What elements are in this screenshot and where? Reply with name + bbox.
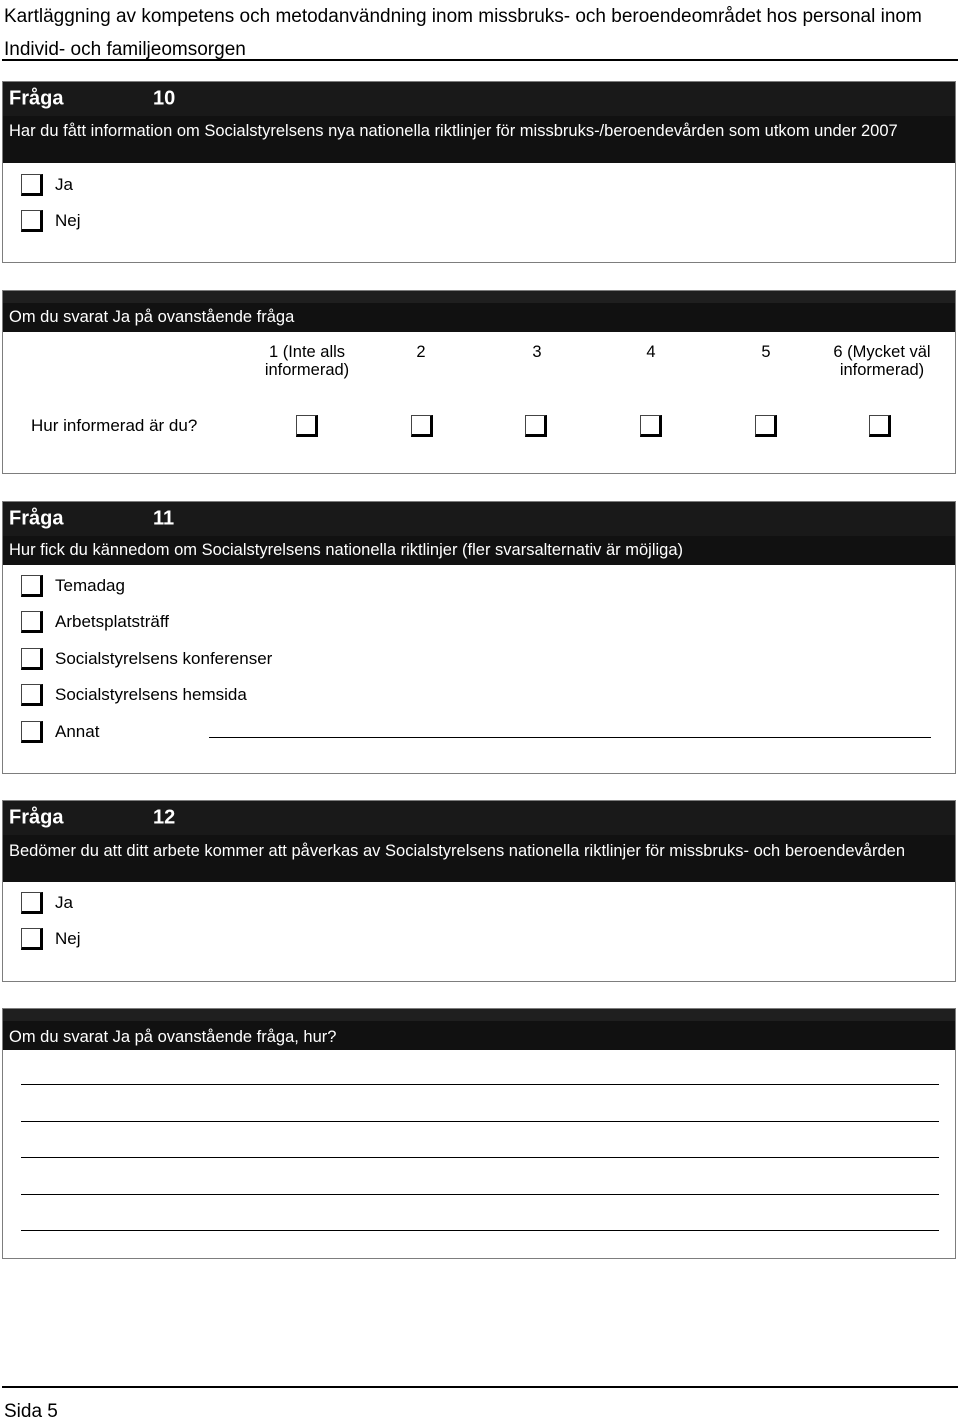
- scale-label-2: 2: [416, 343, 426, 361]
- checkbox[interactable]: [21, 611, 43, 633]
- answer-line-4[interactable]: [21, 1194, 939, 1195]
- q11-option-annat[interactable]: [21, 718, 99, 746]
- option-label: Ja: [55, 893, 73, 912]
- q11-option-konferenser[interactable]: [21, 645, 272, 673]
- document-title: Kartläggning av kompetens och metodanvändning inom missbruks- och beroendeområdet hos personal inom Individ- och familjeomsorgen: [4, 6, 922, 60]
- question-label: Fråga: [9, 806, 64, 829]
- scale-question: Hur informerad är du?: [31, 416, 198, 435]
- scale-label-3: 3: [532, 343, 542, 361]
- question-number: 12: [153, 806, 176, 829]
- scale-checkbox-2[interactable]: [411, 415, 433, 437]
- footer-divider: [2, 1386, 958, 1388]
- answer-line-3[interactable]: [21, 1157, 939, 1158]
- option-label: Nej: [55, 211, 81, 230]
- question-11-box: [2, 501, 956, 774]
- scale-checkbox-3[interactable]: [525, 415, 547, 437]
- checkbox[interactable]: [21, 174, 43, 196]
- followup-heading: Om du svarat Ja på ovanstående fråga, hur?: [3, 1021, 955, 1050]
- question-12-text: Bedömer du att ditt arbete kommer att påverkas av Socialstyrelsens nationella riktlinjer för missbruks- och beroendevården: [3, 835, 955, 882]
- checkbox[interactable]: [21, 684, 43, 706]
- scale-checkbox-4[interactable]: [640, 415, 662, 437]
- question-10-followup-box: [2, 290, 956, 474]
- q10-option-ja[interactable]: [21, 171, 73, 199]
- answer-line-1[interactable]: [21, 1084, 939, 1085]
- q10-option-nej[interactable]: [21, 207, 81, 235]
- scale-label-4: 4: [646, 343, 656, 361]
- question-11-text: Hur fick du kännedom om Socialstyrelsens nationella riktlinjer (fler svarsalternativ är möjliga): [3, 536, 955, 565]
- option-label: Arbetsplatsträff: [55, 612, 170, 631]
- q11-option-arbetsplatstraff[interactable]: [21, 608, 169, 636]
- checkbox[interactable]: [21, 721, 43, 743]
- question-12-header: [3, 801, 955, 835]
- annat-text-line[interactable]: [209, 737, 931, 738]
- option-label: Socialstyrelsens hemsida: [55, 685, 247, 704]
- scale-label-5: 5: [761, 343, 771, 361]
- question-10-box: [2, 81, 956, 263]
- checkbox[interactable]: [21, 210, 43, 232]
- followup-header-bar: [3, 291, 955, 303]
- question-number: 10: [153, 87, 176, 110]
- option-label: Socialstyrelsens konferenser: [55, 649, 273, 668]
- answer-line-2[interactable]: [21, 1121, 939, 1122]
- scale-label-1: 1 (Inte alls informerad): [264, 343, 350, 379]
- question-10-text: Har du fått information om Socialstyrelsens nya nationella riktlinjer för missbruks-/beroendevården som utkom under 2007: [3, 116, 955, 163]
- page-number: Sida 5: [4, 1401, 58, 1422]
- question-number: 11: [153, 507, 175, 530]
- checkbox[interactable]: [21, 648, 43, 670]
- title-divider: [2, 59, 958, 61]
- question-label: Fråga: [9, 507, 64, 530]
- checkbox[interactable]: [21, 575, 43, 597]
- checkbox[interactable]: [21, 892, 43, 914]
- question-10-header: [3, 82, 955, 116]
- option-label: Ja: [55, 175, 73, 194]
- option-label: Annat: [55, 722, 100, 741]
- followup-header-bar: [3, 1009, 955, 1021]
- scale-label-6: 6 (Mycket väl informerad): [833, 343, 931, 379]
- scale-checkbox-6[interactable]: [869, 415, 891, 437]
- option-label: Nej: [55, 929, 81, 948]
- q12-option-ja[interactable]: [21, 889, 73, 917]
- q12-option-nej[interactable]: [21, 925, 81, 953]
- question-12-followup-box: [2, 1008, 956, 1259]
- q11-option-hemsida[interactable]: [21, 681, 247, 709]
- q11-option-temadag[interactable]: [21, 572, 125, 600]
- question-11-header: [3, 502, 955, 536]
- scale-checkbox-1[interactable]: [296, 415, 318, 437]
- checkbox[interactable]: [21, 928, 43, 950]
- question-12-box: [2, 800, 956, 982]
- scale-checkbox-5[interactable]: [755, 415, 777, 437]
- followup-heading: Om du svarat Ja på ovanstående fråga: [3, 303, 955, 332]
- option-label: Temadag: [55, 576, 125, 595]
- answer-line-5[interactable]: [21, 1230, 939, 1231]
- question-label: Fråga: [9, 87, 64, 110]
